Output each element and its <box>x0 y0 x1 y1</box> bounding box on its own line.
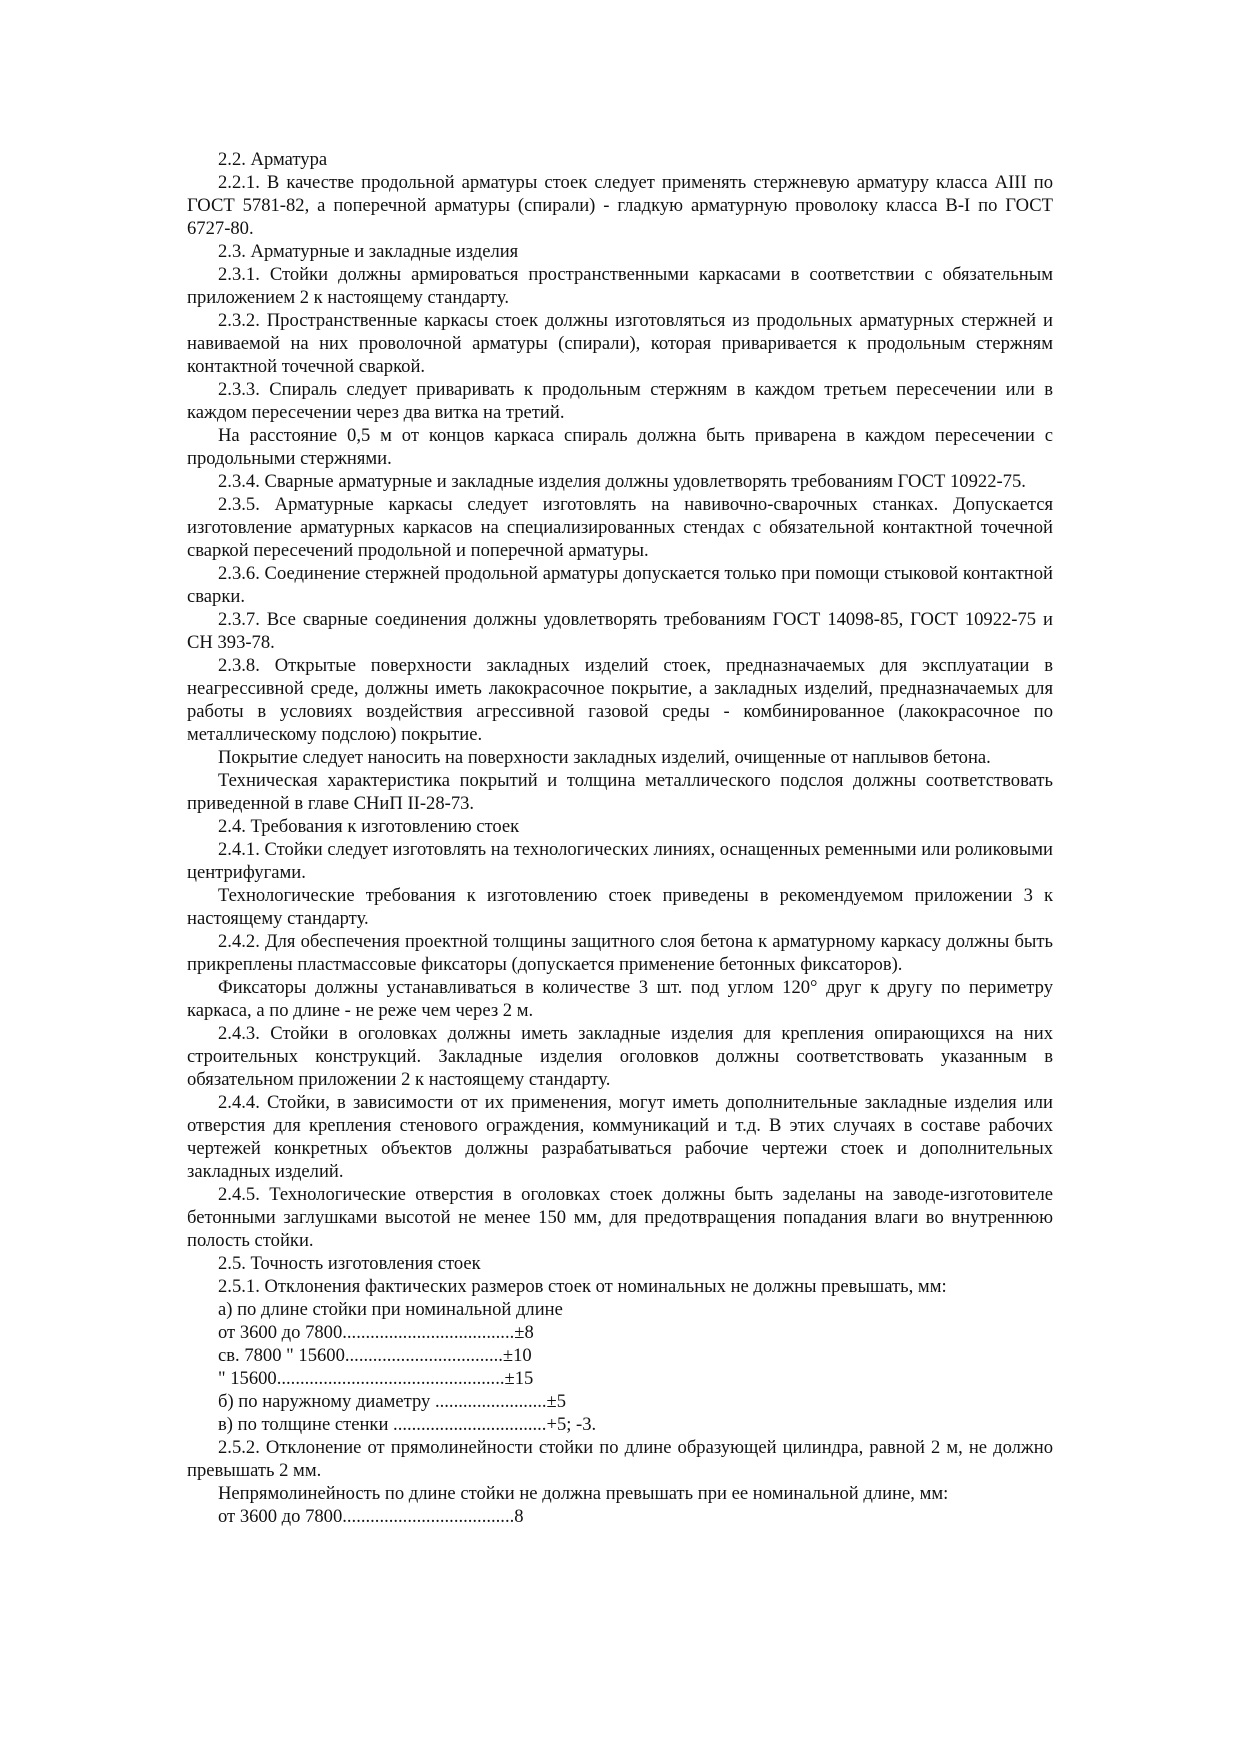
paragraph-fixators: Фиксаторы должны устанавливаться в количестве 3 шт. под углом 120° друг к другу по периметру каркаса, а по длине - не реже чем через 2 м. <box>187 977 1053 1021</box>
paragraph-2-5-2: 2.5.2. Отклонение от прямолинейности стойки по длине образующей цилиндра, равной 2 м, не должно превышать 2 мм. <box>187 1437 1053 1481</box>
tolerance-line-wall-thickness: в) по толщине стенки .................................+5; -3. <box>218 1414 597 1435</box>
paragraph-coating: Покрытие следует наносить на поверхности закладных изделий, очищенные от наплывов бетона. <box>218 747 991 768</box>
paragraph-2-3-3: 2.3.3. Спираль следует приваривать к продольным стержням в каждом третьем пересечении или в каждом пересечении через два витка на третий. <box>187 379 1053 423</box>
tolerance-line-15600: " 15600.................................................±15 <box>218 1368 534 1389</box>
paragraph-2-3-4: 2.3.4. Сварные арматурные и закладные изделия должны удовлетворять требованиям ГОСТ 10922-75. <box>218 471 1026 492</box>
paragraph-2-3-7: 2.3.7. Все сварные соединения должны удовлетворять требованиям ГОСТ 14098-85, ГОСТ 10922-75 и СН 393-78. <box>187 609 1053 653</box>
paragraph-2-3-5: 2.3.5. Арматурные каркасы следует изготовлять на навивочно-сварочных станках. Допускается изготовление арматурных каркасов на специализированных стендах с обязательной контактной точечной сваркой пересечений продольной и поперечной арматуры. <box>187 494 1053 561</box>
paragraph-2-4-4: 2.4.4. Стойки, в зависимости от их применения, могут иметь дополнительные закладные изделия или отверстия для крепления стенового ограждения, коммуникаций и т.д. В этих случаях в составе рабочих чертежей конкретных объектов должны разрабатываться рабочие чертежи стоек и дополнительных закладных изделий. <box>187 1092 1053 1182</box>
list-item-length: а) по длине стойки при номинальной длине <box>218 1299 563 1320</box>
paragraph-2-3-8: 2.3.8. Открытые поверхности закладных изделий стоек, предназначаемых для эксплуатации в неагрессивной среде, должны иметь лакокрасочное покрытие, а закладных изделий, предназначаемых для работы в условиях воздействия агрессивной газовой среды - комбинированное (лакокрасочное по металлическому подслою) покрытие. <box>187 655 1053 745</box>
tolerance-line-diameter: б) по наружному диаметру ........................±5 <box>218 1391 567 1412</box>
paragraph-2-3-6: 2.3.6. Соединение стержней продольной арматуры допускается только при помощи стыковой контактной сварки. <box>187 563 1053 607</box>
section-heading-2-2: 2.2. Арматура <box>218 149 328 170</box>
tolerance-line-3600-7800: от 3600 до 7800.....................................±8 <box>218 1322 534 1343</box>
paragraph-2-3-1: 2.3.1. Стойки должны армироваться пространственными каркасами в соответствии с обязательным приложением 2 к настоящему стандарту. <box>187 264 1053 308</box>
paragraph-2-4-3: 2.4.3. Стойки в оголовках должны иметь закладные изделия для крепления опирающихся на них строительных конструкций. Закладные изделия оголовков должны соответствовать указанным в обязательном приложении 2 к настоящему стандарту. <box>187 1023 1053 1090</box>
paragraph-2-4-1: 2.4.1. Стойки следует изготовлять на технологических линиях, оснащенных ременными или роликовыми центрифугами. <box>187 839 1053 883</box>
paragraph-straightness: Непрямолинейность по длине стойки не должна превышать при ее номинальной длине, мм: <box>218 1483 949 1504</box>
paragraph-2-3-2: 2.3.2. Пространственные каркасы стоек должны изготовляться из продольных арматурных стержней и навиваемой на них проволочной арматуры (спирали), которая приваривается к продольным стержням контактной точечной сваркой. <box>187 310 1053 377</box>
document-page <box>187 148 1053 1528</box>
paragraph-tech-requirements: Технологические требования к изготовлению стоек приведены в рекомендуемом приложении 3 к настоящему стандарту. <box>187 885 1053 929</box>
section-heading-2-4: 2.4. Требования к изготовлению стоек <box>218 816 520 837</box>
paragraph-2-4-5: 2.4.5. Технологические отверстия в оголовках стоек должны быть заделаны на заводе-изготовителе бетонными заглушками высотой не менее 150 мм, для предотвращения попадания влаги во внутреннюю полость стойки. <box>187 1184 1053 1251</box>
section-heading-2-5: 2.5. Точность изготовления стоек <box>218 1253 481 1274</box>
tolerance-line-7800-15600: св. 7800 " 15600..................................±10 <box>218 1345 532 1366</box>
section-heading-2-3: 2.3. Арматурные и закладные изделия <box>218 241 519 262</box>
paragraph-spiral-welding: На расстояние 0,5 м от концов каркаса спираль должна быть приварена в каждом пересечении с продольными стержнями. <box>187 425 1053 469</box>
paragraph-2-5-1: 2.5.1. Отклонения фактических размеров стоек от номинальных не должны превышать, мм: <box>218 1276 947 1297</box>
paragraph-2-4-2: 2.4.2. Для обеспечения проектной толщины защитного слоя бетона к арматурному каркасу должны быть прикреплены пластмассовые фиксаторы (допускается применение бетонных фиксаторов). <box>187 931 1053 975</box>
tolerance-line-straightness: от 3600 до 7800.....................................8 <box>218 1506 524 1527</box>
paragraph-coating-spec: Техническая характеристика покрытий и толщина металлического подслоя должны соответствовать приведенной в главе СНиП II-28-73. <box>187 770 1053 814</box>
paragraph-2-2-1: 2.2.1. В качестве продольной арматуры стоек следует применять стержневую арматуру класса AIII по ГОСТ 5781-82, а поперечной арматуры (спирали) - гладкую арматурную проволоку класса B-I по ГОСТ 6727-80. <box>187 172 1053 239</box>
